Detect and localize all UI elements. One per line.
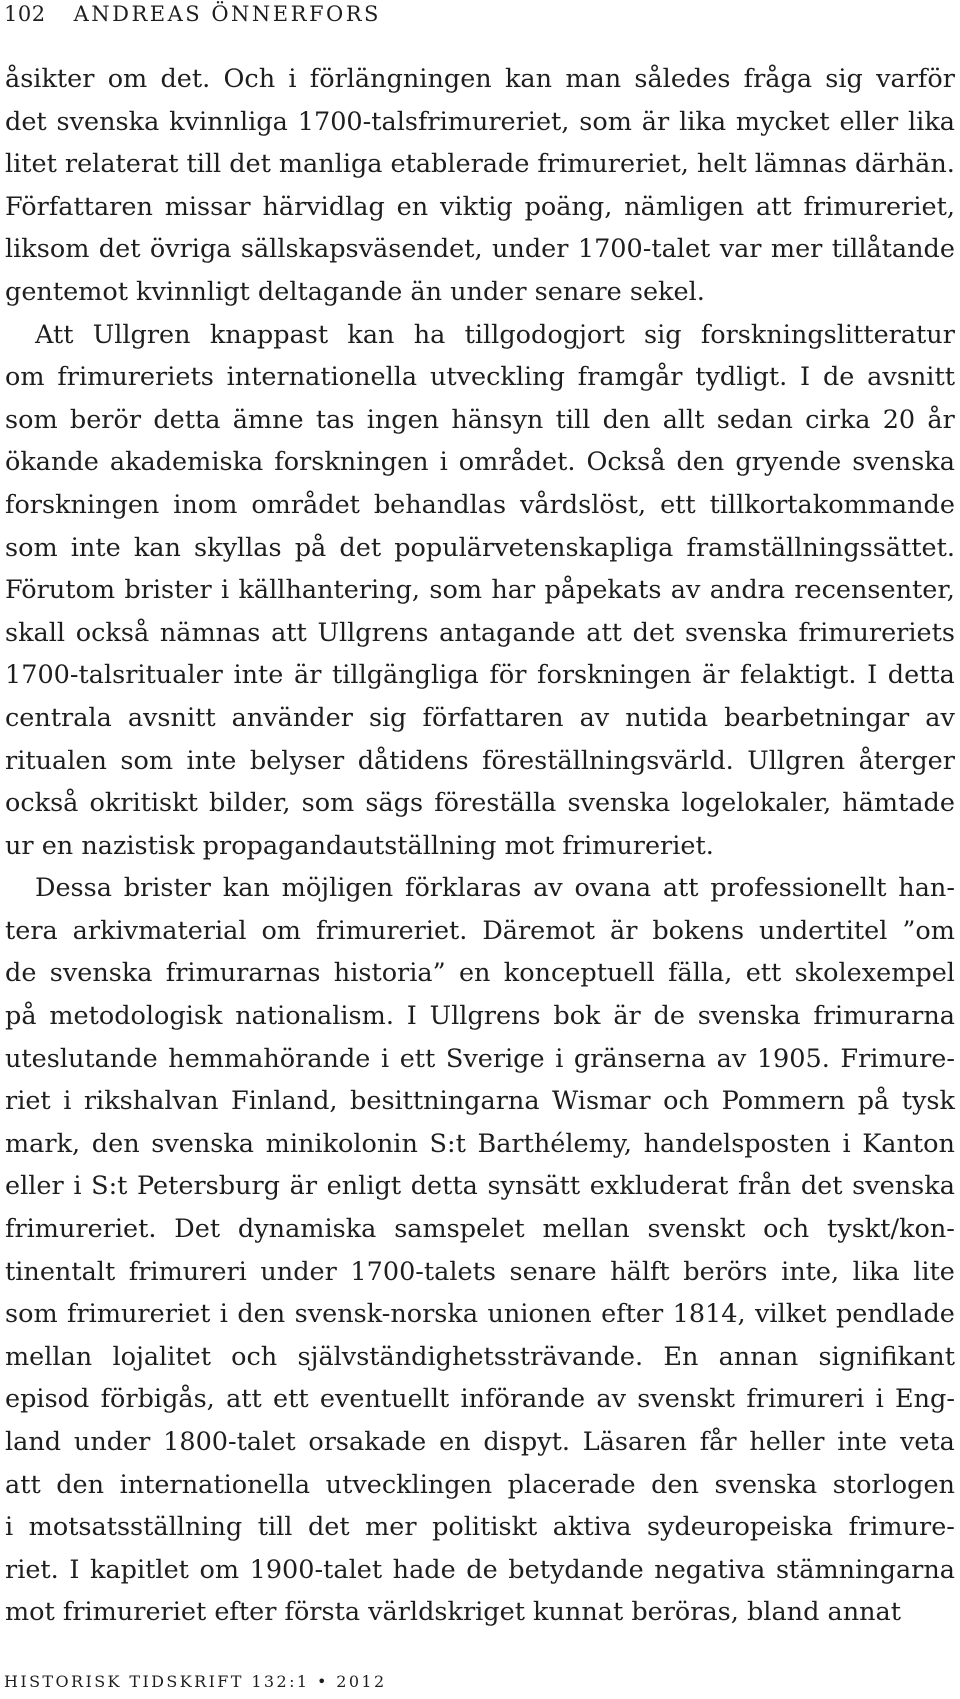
text-line: Förutom brister i källhantering, som har påpekats av andra recensenter, — [5, 575, 955, 606]
text-line: eller i S:t Petersburg är enligt detta synsätt exkluderat från det svenska — [5, 1171, 955, 1202]
text-line: land under 1800-talet orsakade en dispyt. Läsaren får heller inte veta — [5, 1427, 955, 1457]
text-line: skall också nämnas att Ullgrens antagande att det svenska frimureriets — [5, 617, 955, 648]
text-line: mellan lojalitet och självständighetssträvande. En annan signifikant — [5, 1341, 955, 1372]
text-line: Författaren missar härvidlag en viktig poäng, nämligen att frimureriet, — [5, 191, 955, 222]
text-line: uteslutande hemmahörande i ett Sverige i gränserna av 1905. Frimure- — [5, 1043, 955, 1074]
paragraph — [5, 58, 955, 314]
text-line: på metodologisk nationalism. I Ullgrens bok är de svenska frimurarna — [5, 1001, 955, 1032]
text-line: Dessa brister kan möjligen förklaras av ovana att professionellt han- — [35, 873, 955, 904]
text-line: liksom det övriga sällskapsväsendet, under 1700-talet var mer tillåtande — [5, 234, 955, 265]
text-line: som inte kan skyllas på det populärvetenskapliga framställningssättet. — [5, 532, 955, 563]
author-name: ANDREAS ÖNNERFORS — [73, 2, 381, 26]
text-line: som berör detta ämne tas ingen hänsyn till den allt sedan cirka 20 år — [5, 404, 955, 435]
text-line: 1700-talsritualer inte är tillgängliga för forskningen är felaktigt. I detta — [5, 660, 955, 691]
text-line: ritualen som inte belyser dåtidens föreställningsvärld. Ullgren återger — [5, 745, 955, 776]
text-line: Att Ullgren knappast kan ha tillgodogjort sig forskningslitteratur — [35, 319, 955, 350]
body-text — [5, 58, 955, 1634]
text-line: riet. I kapitlet om 1900-talet hade de betydande negativa stämningarna — [5, 1554, 955, 1585]
text-line: att den internationella utvecklingen placerade den svenska storlogen — [5, 1469, 955, 1500]
text-line: riet i rikshalvan Finland, besittningarna Wismar och Pommern på tysk — [5, 1086, 955, 1117]
text-line: tera arkivmaterial om frimureriet. Däremot är bokens undertitel ”om — [5, 915, 955, 946]
paragraph — [5, 867, 955, 1634]
text-line: mark, den svenska minikolonin S:t Barthélemy, handelsposten i Kanton — [5, 1128, 955, 1159]
text-line: det svenska kvinnliga 1700-talsfrimureriet, som är lika mycket eller lika — [5, 106, 955, 137]
text-line: gentemot kvinnligt deltagande än under senare sekel. — [5, 276, 705, 307]
text-line: de svenska frimurarnas historia” en konceptuell fälla, ett skolexempel — [5, 958, 955, 989]
page-number: 102 — [4, 2, 46, 26]
text-line: forskningen inom området behandlas vårdslöst, ett tillkortakommande — [5, 489, 955, 520]
text-line: ökande akademiska forskningen i området. Också den gryende svenska — [5, 447, 955, 478]
journal-footer: HISTORISK TIDSKRIFT 132:1 • 2012 — [4, 1672, 387, 1691]
text-line: litet relaterat till det manliga etablerade frimureriet, helt lämnas därhän. — [5, 149, 955, 180]
running-head — [4, 2, 381, 26]
paragraph — [5, 314, 955, 868]
text-line: som frimureriet i den svensk-norska unionen efter 1814, vilket pendlade — [5, 1299, 955, 1330]
text-line: ur en nazistisk propagandautställning mot frimureriet. — [5, 830, 714, 861]
text-line: också okritiskt bilder, som sägs föreställa svenska logelokaler, hämtade — [5, 788, 955, 819]
text-line: åsikter om det. Och i förlängningen kan man således fråga sig varför — [5, 64, 955, 94]
text-line: tinentalt frimureri under 1700-talets senare hälft berörs inte, lika lite — [5, 1256, 955, 1287]
text-line: frimureriet. Det dynamiska samspelet mellan svenskt och tyskt/kon- — [5, 1214, 955, 1245]
text-line: mot frimureriet efter första världskriget kunnat beröras, bland annat — [5, 1597, 902, 1628]
text-line: i motsatsställning till det mer politiskt aktiva sydeuropeiska frimure- — [5, 1512, 955, 1543]
text-line: episod förbigås, att ett eventuellt införande av svenskt frimureri i Eng- — [5, 1384, 955, 1415]
text-line: centrala avsnitt använder sig författaren av nutida bearbetningar av — [5, 702, 955, 733]
text-line: om frimureriets internationella utveckling framgår tydligt. I de avsnitt — [5, 362, 955, 393]
